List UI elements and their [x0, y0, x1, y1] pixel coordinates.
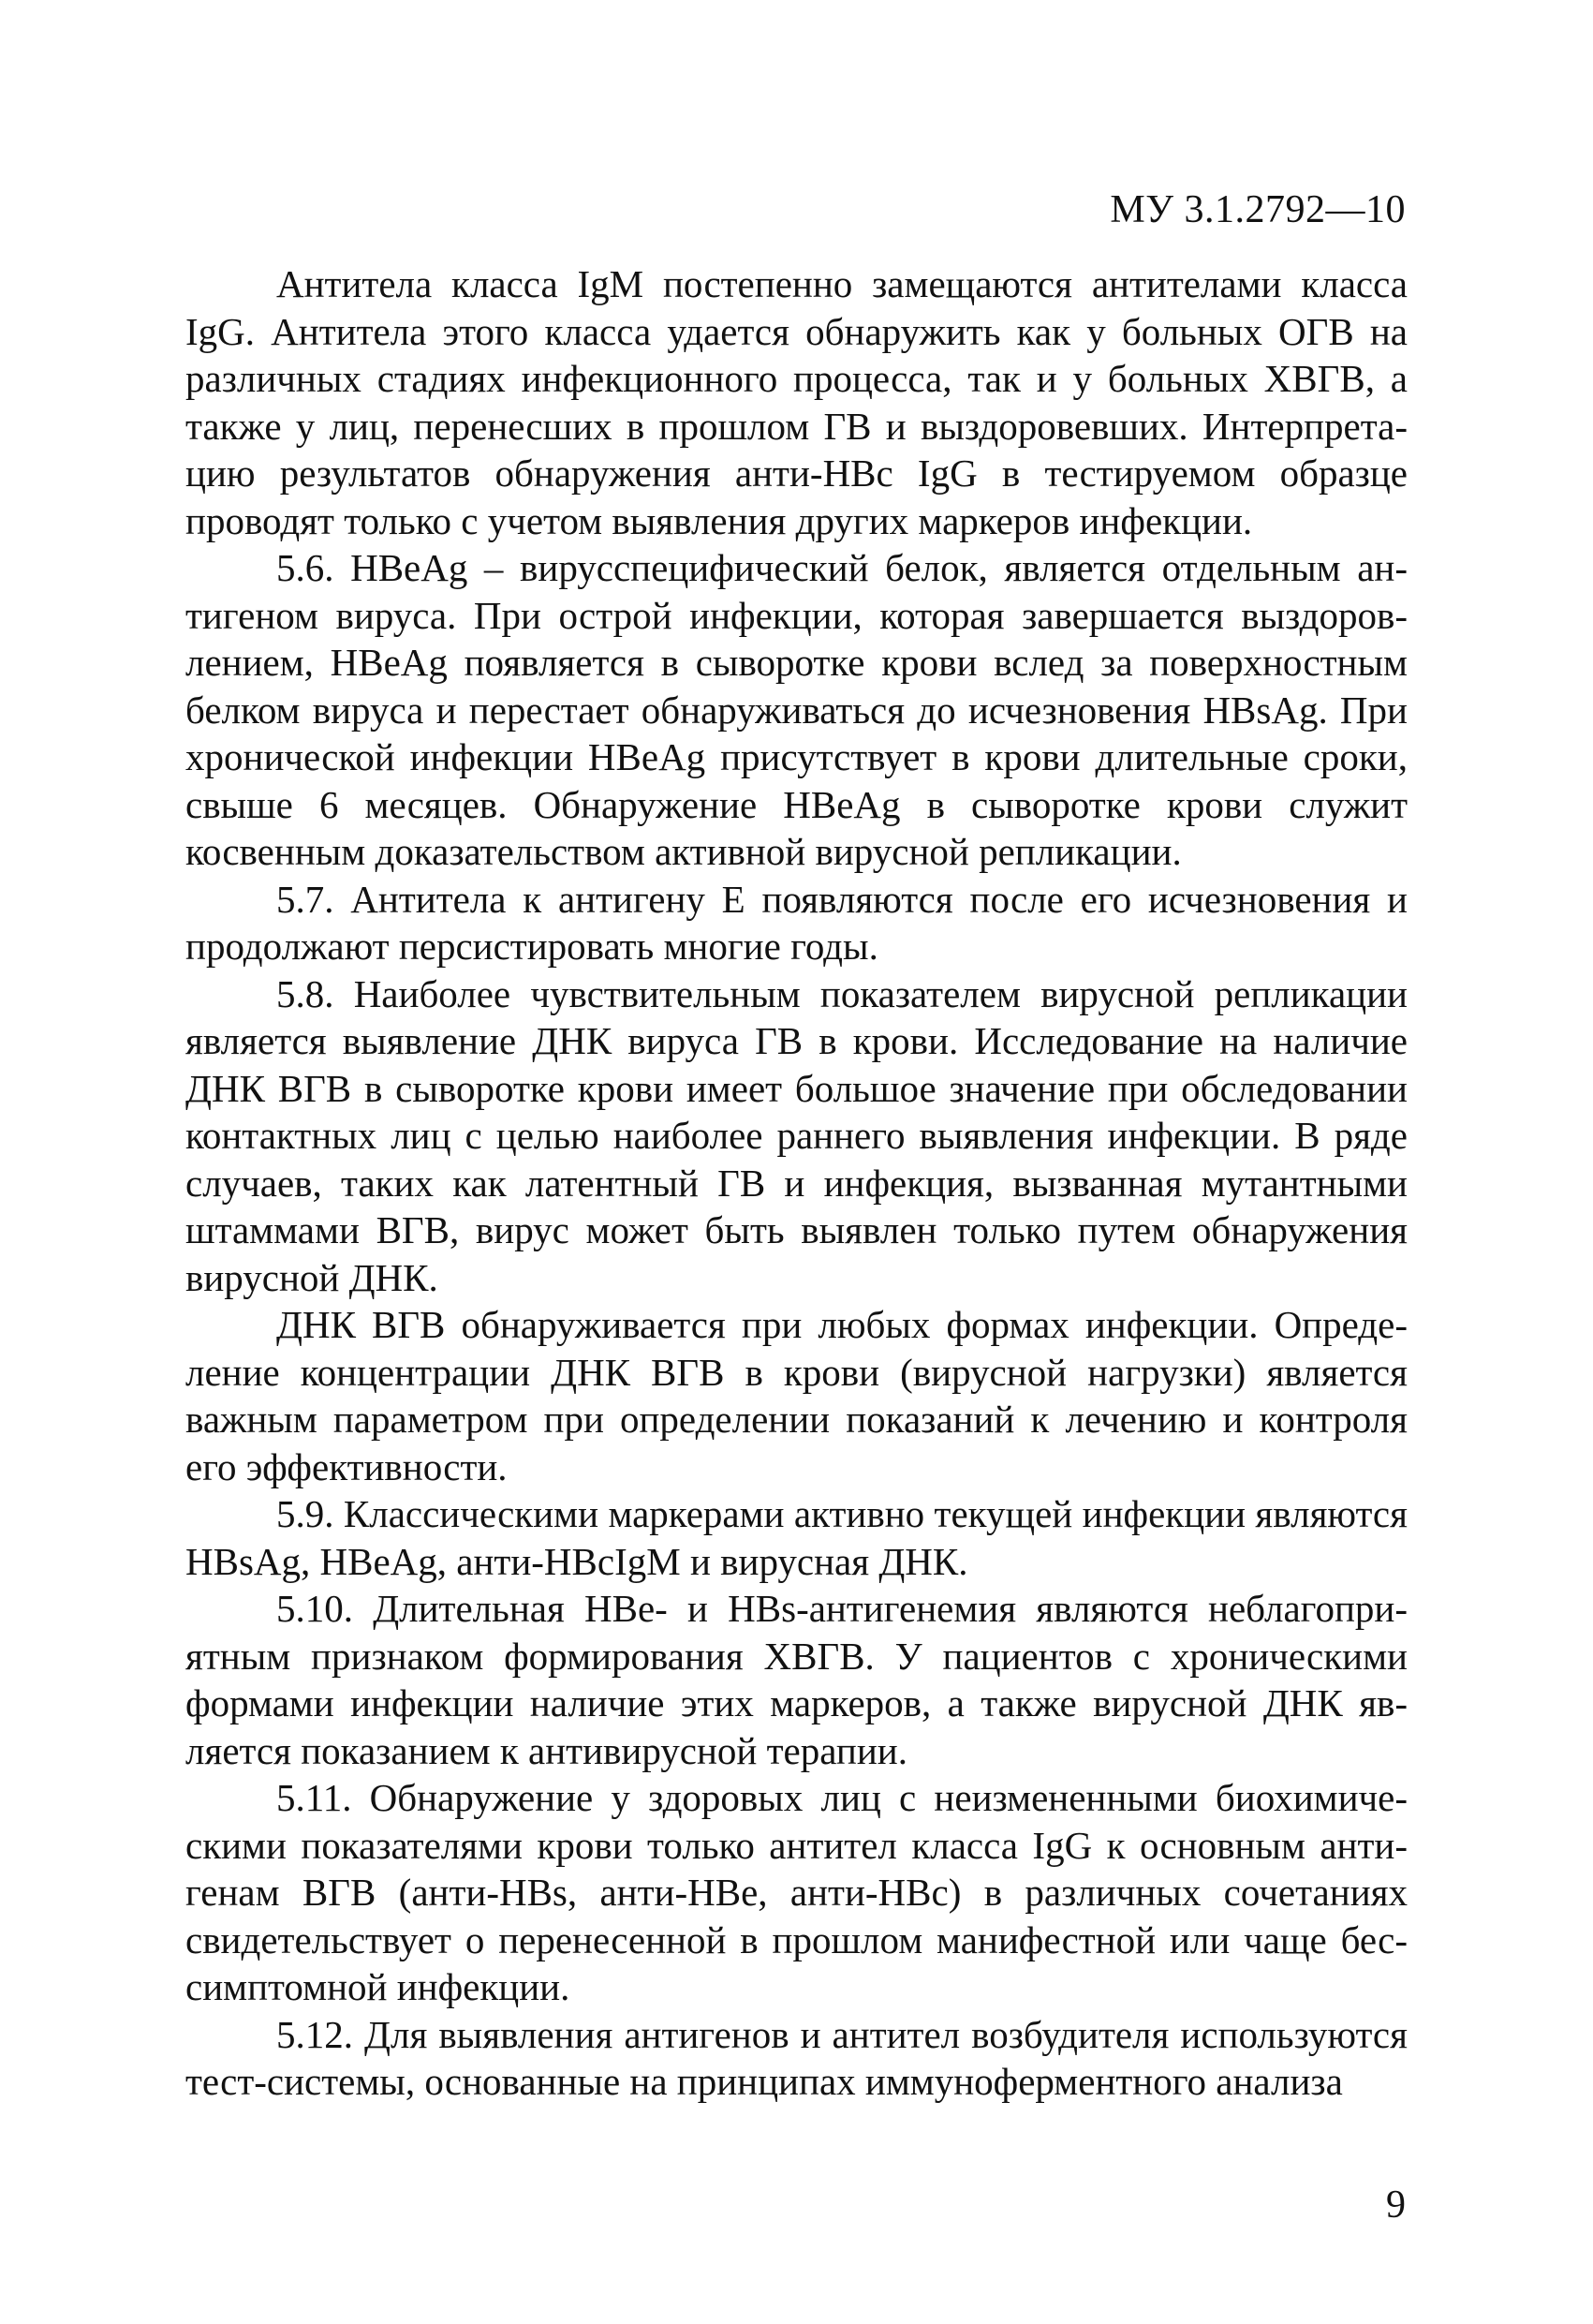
paragraph-5-9: 5.9. Классическими маркерами активно текущей инфекции являются HBsAg, HBeAg, анти-HBcIgM и вирусная ДНК. [185, 1492, 1408, 1583]
paragraph-igm-igg: Антитела класса IgM постепенно замещаются антителами класса IgG. Антитела этого класса удается обнаружить как у больных ОГВ на различных стадиях инфекционного процесса, так и у больных ХВГВ, а также у лиц, перенесших в прошлом ГВ и выздоровевших. Интерпретацию результатов обнаружения анти-HBc IgG в тестируемом образце проводят только с учетом выявления других маркеров инфекции. [185, 262, 1408, 542]
page-number: 9 [1386, 2183, 1406, 2227]
paragraph-5-12: 5.12. Для выявления антигенов и антител возбудителя используются тест-системы, основанные на принципах иммуноферментного анализа [185, 2012, 1408, 2103]
paragraph-5-10: 5.10. Длительная HBe- и HBs-антигенемия являются неблагоприятным признаком формирования ХВГВ. У пациентов с хроническими формами инфекции наличие этих маркеров, а также вирусной ДНК является показанием к антивирусной терапии. [185, 1587, 1408, 1772]
document-code: МУ 3.1.2792—10 [1110, 188, 1406, 231]
paragraph-5-11: 5.11. Обнаружение у здоровых лиц с неизмененными биохимическими показателями крови только антител класса IgG к основным антигенам ВГВ (анти-HBs, анти-HBe, анти-HBc) в различных сочетаниях свидетельствует о перенесенной в прошлом манифестной или чаще бессимптомной инфекции. [185, 1776, 1408, 2008]
paragraph-5-8: 5.8. Наиболее чувствительным показателем вирусной репликации является выявление ДНК вируса ГВ в крови. Исследование на наличие ДНК ВГВ в сыворотке крови имеет большое значение при обследовании контактных лиц с целью наиболее раннего выявления инфекции. В ряде случаев, таких как латентный ГВ и инфекция, вызванная мутантными штаммами ВГВ, вирус может быть выявлен только путем обнаружения вирусной ДНК. [185, 971, 1408, 1299]
paragraph-5-6: 5.6. HBeAg – вирусспецифический белок, является отдельным антигеном вируса. При острой инфекции, которая завершается выздоровлением, HBeAg появляется в сыворотке крови вслед за поверхностным белком вируса и перестает обнаруживаться до исчезновения HBsAg. При хронической инфекции HBeAg присутствует в крови длительные сроки, свыше 6 месяцев. Обнаружение HBeAg в сыворотке крови служит косвенным доказательством активной вирусной репликации. [185, 546, 1408, 873]
body-text [185, 260, 1408, 2106]
paragraph-dna-hbv: ДНК ВГВ обнаруживается при любых формах инфекции. Определение концентрации ДНК ВГВ в крови (вирусной нагрузки) является важным параметром при определении показаний к лечению и контроля его эффективности. [185, 1303, 1408, 1488]
paragraph-5-7: 5.7. Антитела к антигену Е появляются после его исчезновения и продолжают персистировать многие годы. [185, 877, 1408, 968]
